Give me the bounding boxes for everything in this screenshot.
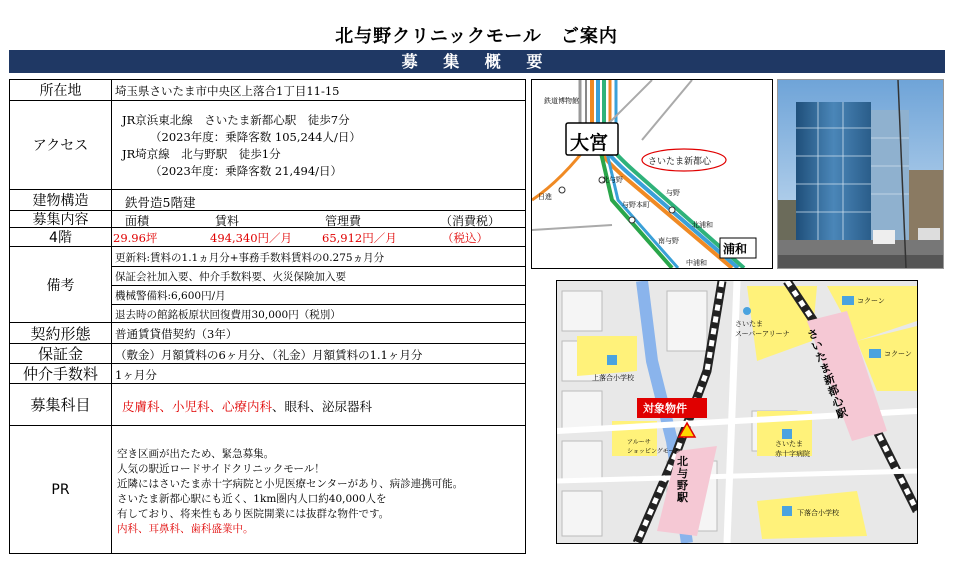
remark-divider (111, 304, 525, 305)
value-location: 埼玉県さいたま市中央区上落合1丁目11-15 (115, 84, 340, 98)
value-brokerage: 1ヶ月分 (115, 368, 157, 382)
col-area: 面積 (125, 214, 150, 228)
value-structure: 鉄骨造5階建 (125, 195, 196, 210)
departments-recruit: 皮膚科、小児科、心療内科 (122, 399, 273, 414)
pr-line-1: 空き区画が出たため、緊急募集。 (117, 448, 275, 460)
shintoshin-station-label: さいたま新都心駅 (805, 326, 850, 422)
label-pr: PR (10, 426, 112, 553)
row-remarks (10, 246, 525, 322)
rail-station-label: 南与野 (658, 237, 679, 245)
mall-label: アルーサ ショッピングモール (627, 439, 681, 455)
col-fee: 管理費 (325, 214, 362, 228)
access-line-2: （2023年度：乗降客数 105,244人/日） (150, 130, 361, 144)
remark-1: 更新料:賃料の1.1ヵ月分+事務手数料賃料の0.275ヵ月分 (115, 252, 385, 264)
remark-divider (111, 285, 525, 286)
rail-map (531, 79, 773, 269)
pr-line-4: さいたま新都心駅にも近く、1km圏内人口約40,000人を (117, 493, 387, 505)
label-floor: 4階 (10, 228, 112, 246)
floor-fee: 65,912円／月 (322, 231, 397, 245)
label-location: 所在地 (10, 80, 112, 100)
floor-area: 29.96坪 (113, 231, 158, 245)
row-contract (10, 322, 525, 343)
area-map (556, 280, 918, 544)
access-line-1: JR京浜東北線 さいたま新都心駅 徒歩7分 (122, 113, 350, 127)
row-deposit (10, 343, 525, 363)
school-shimo-label: 下落合小学校 (797, 509, 839, 517)
pr-line-3: 近隣にはさいたま赤十字病院と小児医療センターがあり、病診連携可能。 (117, 478, 464, 490)
school-kami-label: 上落合小学校 (592, 374, 634, 382)
value-contract: 普通賃貸借契約（3年） (115, 327, 238, 341)
rail-urawa-label: 浦和 (723, 242, 748, 256)
rail-station-label: 鉄道博物館 (544, 97, 579, 105)
red-cross-label: さいたま 赤十字病院 (775, 440, 810, 458)
cocoon-label: コクーン (857, 297, 885, 305)
super-arena-label: さいたま スーパーアリーナ (735, 320, 790, 338)
value-departments (122, 397, 372, 415)
label-remarks: 備考 (10, 247, 112, 322)
label-departments: 募集科目 (10, 384, 112, 425)
label-access: アクセス (10, 101, 112, 189)
label-contract: 契約形態 (10, 323, 112, 343)
rail-station-label: 中浦和 (686, 259, 707, 267)
building-photo-graphic (778, 80, 943, 268)
row-departments (10, 383, 525, 425)
pr-line-5: 有しており、将来性もあり医院開業には抜群な物件です。 (117, 508, 390, 520)
col-tax: （消費税） (440, 214, 501, 228)
rail-station-label: 与野 (666, 189, 680, 197)
section-banner: 募 集 概 要 (9, 50, 945, 73)
remark-3: 機械警備料:6,600円/月 (115, 290, 226, 302)
rail-shintoshin-label: さいたま新都心 (648, 157, 712, 167)
access-line-4: （2023年度：乗降客数 21,494/日） (150, 164, 343, 178)
rail-station-label: 日進 (538, 193, 552, 201)
info-table (9, 79, 526, 554)
remark-4: 退去時の館銘板原状回復費用30,000円（税別） (115, 309, 341, 321)
row-floor (10, 227, 525, 246)
cocoon-label: コクーン (884, 350, 912, 358)
pr-line-2: 人気の駅近ロードサイドクリニックモール！ (117, 463, 325, 475)
row-access (10, 100, 525, 189)
page-title: 北与野クリニックモール ご案内 (335, 26, 618, 47)
floor-rent: 494,340円／月 (210, 231, 293, 245)
remark-2: 保証会社加入要、仲介手数料要、火災保険加入要 (115, 271, 346, 283)
floor-tax: （税込） (442, 231, 488, 245)
target-label: 対象物件 (643, 402, 687, 415)
rail-station-label: 北浦和 (692, 221, 713, 229)
rail-station-label: 北与野 (602, 176, 623, 184)
kitayono-station-label: 北与野駅 (677, 455, 688, 504)
departments-existing: 、眼科、泌尿器科 (272, 399, 373, 414)
rail-omiya-label: 大宮 (570, 132, 609, 154)
access-line-3: JR埼京線 北与野駅 徒歩1分 (122, 147, 281, 161)
row-recruit-header (10, 210, 525, 227)
row-structure (10, 189, 525, 210)
label-deposit: 保証金 (10, 344, 112, 363)
building-photo (777, 79, 944, 269)
value-deposit: （敷金）月額賃料の6ヶ月分、（礼金）月額賃料の1.1ヶ月分 (115, 348, 423, 362)
label-brokerage: 仲介手数料 (10, 364, 112, 383)
remark-divider (111, 266, 525, 267)
row-location (10, 80, 525, 100)
rail-station-label: 与野本町 (622, 201, 650, 209)
col-rent: 賃料 (215, 214, 240, 228)
row-pr (10, 425, 525, 553)
pr-line-red: 内科、耳鼻科、歯科盛業中。 (117, 523, 254, 535)
label-recruit: 募集内容 (10, 211, 112, 227)
label-structure: 建物構造 (10, 190, 112, 210)
row-brokerage (10, 363, 525, 383)
